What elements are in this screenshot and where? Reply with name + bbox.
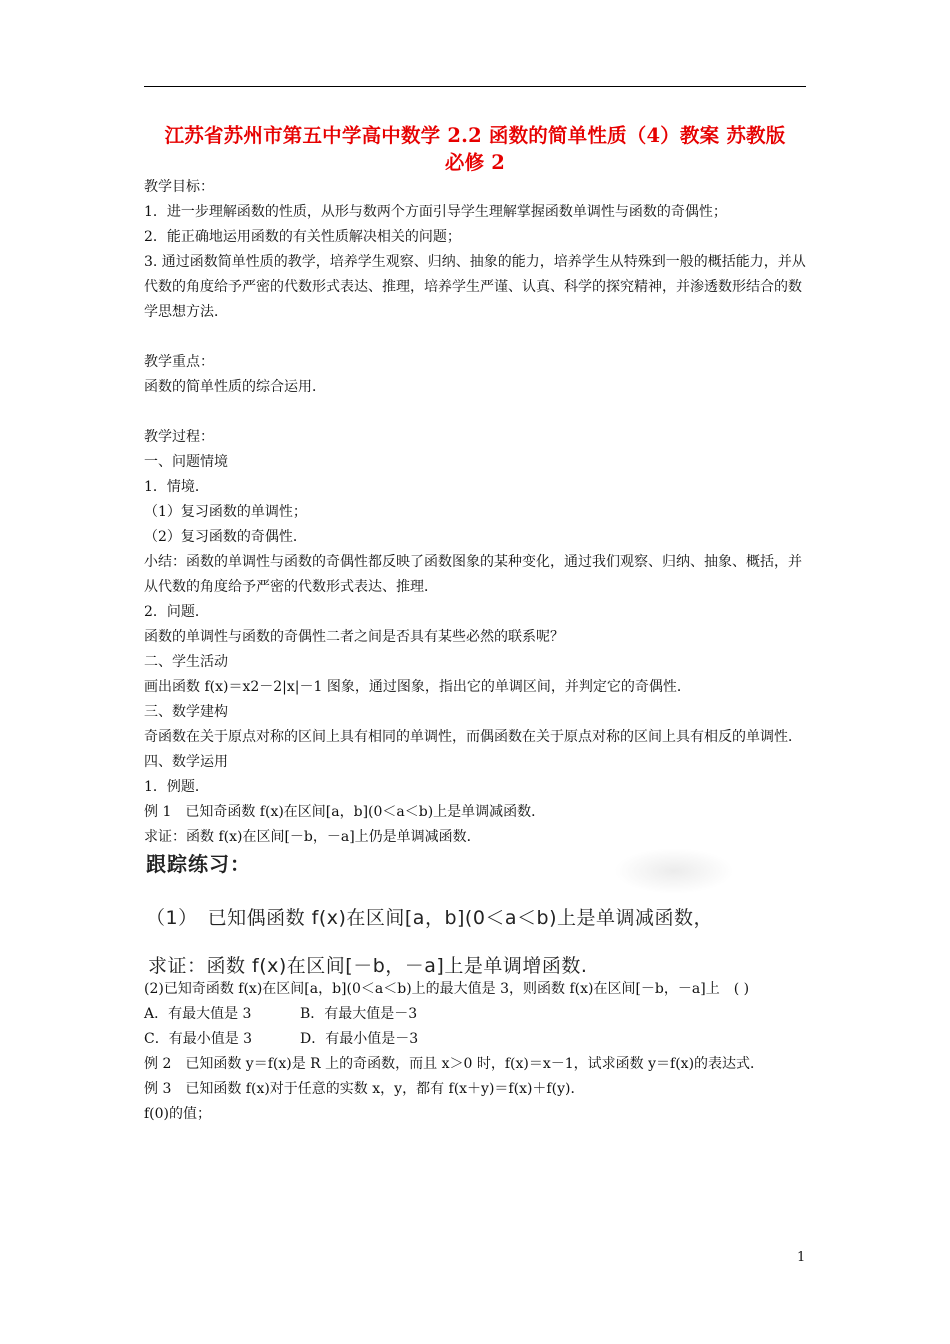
option-a: A．有最大值是 3: [144, 1006, 252, 1022]
option-b: B．有最大值是－3: [300, 1006, 418, 1022]
tracking-exercise-1-prove: 求证：函数 f(x)在区间[－b，－a]上是单调增函数.: [148, 955, 588, 977]
section-1-heading: 一、问题情境: [144, 454, 228, 470]
section-2-heading: 二、学生活动: [144, 654, 228, 670]
options-row-1: [144, 1002, 808, 1027]
question-text: 函数的单调性与函数的奇偶性二者之间是否具有某些必然的联系呢？: [144, 629, 564, 645]
document-body: [144, 175, 808, 1127]
example-3: 例 3 已知函数 f(x)对于任意的实数 x，y，都有 f(x＋y)＝f(x)＋f(y)．: [144, 1081, 585, 1097]
section-1-item-1: 1．情境．: [144, 479, 209, 495]
section-4-item-1: 1．例题．: [144, 779, 209, 795]
section-1-item-1a: （1）复习函数的单调性；: [144, 504, 307, 520]
keypoint-text: 函数的简单性质的综合运用．: [144, 379, 326, 395]
keypoint-heading: 教学重点：: [144, 354, 214, 370]
section-1-item-1b: （2）复习函数的奇偶性．: [144, 529, 307, 545]
tracking-exercise-2: (2)已知奇函数 f(x)在区间[a，b](0＜a＜b)上的最大值是 3，则函数 f(x)在区间[－b，－a]上 ( ): [144, 981, 750, 997]
section-1-item-2: 2．问题．: [144, 604, 209, 620]
scan-smudge: [614, 848, 734, 894]
option-d: D．有最小值是－3: [300, 1031, 419, 1047]
tracking-heading: 跟踪练习：: [146, 852, 251, 876]
section-3-heading: 三、数学建构: [144, 704, 228, 720]
tracking-exercise-1: （1） 已知偶函数 f(x)在区间[a，b](0＜a＜b)上是单调减函数，: [146, 907, 714, 929]
objective-2: 2．能正确地运用函数的有关性质解决相关的问题；: [144, 229, 461, 245]
option-c: C．有最小值是 3: [144, 1031, 253, 1047]
construct-text: 奇函数在关于原点对称的区间上具有相同的单调性，而偶函数在关于原点对称的区间上具有相反的单调性．: [144, 729, 802, 745]
title-line-2: 必修 2: [444, 151, 506, 174]
objectives-heading: 教学目标：: [144, 179, 214, 195]
objective-3: 3. 通过函数简单性质的教学，培养学生观察、归纳、抽象的能力，培养学生从特殊到一般的概括能力，并从代数的角度给予严密的代数形式表达、推理，培养学生严谨、认真、科学的探究精神，并渗透数形结合的数学思想方法．: [144, 254, 806, 320]
process-heading: 教学过程：: [144, 429, 214, 445]
options-row-2: [144, 1027, 808, 1052]
example-1-prove: 求证：函数 f(x)在区间[－b，－a]上仍是单调减函数．: [144, 829, 481, 845]
title-line-1: 江苏省苏州市第五中学高中数学 2.2 函数的简单性质（4）教案 苏教版: [164, 124, 786, 147]
example-1: 例 1 已知奇函数 f(x)在区间[a，b](0＜a＜b)上是单调减函数．: [144, 804, 546, 820]
summary-text: 小结：函数的单调性与函数的奇偶性都反映了函数图象的某种变化，通过我们观察、归纳、抽象、概括，并从代数的角度给予严密的代数形式表达、推理．: [144, 554, 802, 595]
objective-1: 1．进一步理解函数的性质，从形与数两个方面引导学生理解掌握函数单调性与函数的奇偶性；: [144, 204, 727, 220]
tracking-exercise-image: [144, 850, 808, 977]
document-title: [144, 122, 806, 176]
page-number: 1: [797, 1250, 806, 1265]
example-2: 例 2 已知函数 y＝f(x)是 R 上的奇函数，而且 x＞0 时，f(x)＝x－1，试求函数 y＝f(x)的表达式．: [144, 1056, 765, 1072]
section-4-heading: 四、数学运用: [144, 754, 228, 770]
example-3-question-1: f(0)的值；: [144, 1106, 212, 1122]
header-rule: [144, 86, 806, 87]
activity-text: 画出函数 f(x)＝x2－2|x|－1 图象，通过图象，指出它的单调区间，并判定它的奇偶性．: [144, 679, 691, 695]
